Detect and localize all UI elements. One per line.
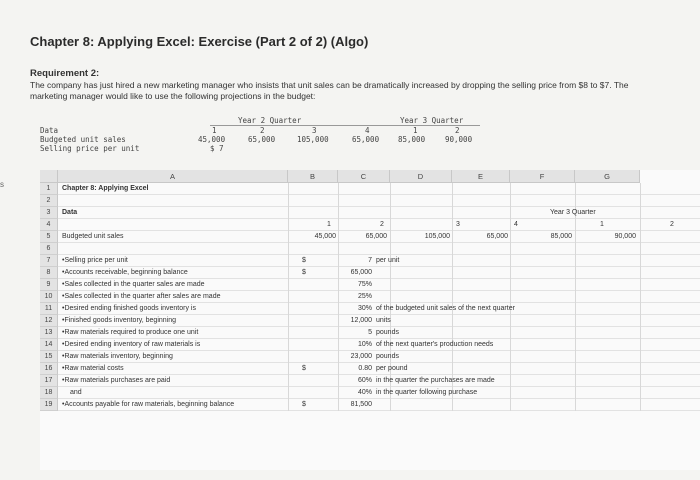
row-header-5[interactable]: 5 bbox=[40, 231, 58, 243]
budgeted-sales-cell[interactable]: 65,000 bbox=[365, 233, 387, 240]
cell-f3-year3[interactable]: Year 3 Quarter bbox=[550, 209, 596, 216]
value-cell[interactable]: 25% bbox=[357, 293, 372, 300]
grid-line bbox=[58, 254, 700, 255]
column-header-g[interactable]: G bbox=[575, 170, 640, 183]
page-title: Chapter 8: Applying Excel: Exercise (Part 2 of 2) (Algo) bbox=[30, 34, 369, 49]
row-header-4[interactable]: 4 bbox=[40, 219, 58, 231]
proj-row1-v6: 90,000 bbox=[445, 135, 473, 144]
requirement-heading: Requirement 2: bbox=[30, 68, 100, 79]
row-header-15[interactable]: 15 bbox=[40, 351, 58, 363]
quarter-number-cell[interactable]: 2 bbox=[380, 221, 384, 228]
grid-line bbox=[575, 183, 576, 411]
row-header-7[interactable]: 7 bbox=[40, 255, 58, 267]
value-cell[interactable]: 75% bbox=[357, 281, 372, 288]
proj-year3-label: Year 3 Quarter bbox=[400, 116, 464, 125]
row-label-cell[interactable]: •Raw materials purchases are paid bbox=[62, 377, 171, 384]
grid-line bbox=[58, 350, 700, 351]
grid-line bbox=[58, 338, 700, 339]
spreadsheet[interactable] bbox=[40, 170, 700, 470]
left-margin-mark: s bbox=[0, 180, 4, 189]
proj-row1-v5: 85,000 bbox=[398, 135, 426, 144]
row-label-cell[interactable]: •Selling price per unit bbox=[62, 257, 128, 264]
note-cell[interactable]: of the next quarter's production needs bbox=[376, 341, 494, 348]
row-label-cell[interactable]: •Finished goods inventory, beginning bbox=[62, 317, 177, 324]
row-header-2[interactable]: 2 bbox=[40, 195, 58, 207]
value-cell[interactable]: 40% bbox=[357, 389, 372, 396]
proj-row1-v2: 65,000 bbox=[248, 135, 276, 144]
row-header-1[interactable]: 1 bbox=[40, 183, 58, 195]
grid-line bbox=[58, 398, 700, 399]
grid-line bbox=[58, 410, 700, 411]
row-label-cell[interactable]: and bbox=[70, 389, 82, 396]
grid-line bbox=[58, 386, 700, 387]
value-cell[interactable]: 60% bbox=[357, 377, 372, 384]
grid-line bbox=[58, 206, 700, 207]
column-header-b[interactable]: B bbox=[288, 170, 338, 183]
proj-row1-v4: 65,000 bbox=[352, 135, 380, 144]
row-header-16[interactable]: 16 bbox=[40, 363, 58, 375]
row-label-cell[interactable]: •Desired ending inventory of raw materials is bbox=[62, 341, 201, 348]
note-cell[interactable]: pounds bbox=[376, 329, 399, 336]
proj-q3: 3 bbox=[312, 126, 317, 135]
row-label-cell[interactable]: •Raw material costs bbox=[62, 365, 124, 372]
grid-line bbox=[58, 302, 700, 303]
row-header-6[interactable]: 6 bbox=[40, 243, 58, 255]
note-cell[interactable]: per pound bbox=[376, 365, 408, 372]
proj-year2-label: Year 2 Quarter bbox=[238, 116, 302, 125]
cell-a5-label[interactable]: Budgeted unit sales bbox=[62, 233, 124, 240]
row-header-14[interactable]: 14 bbox=[40, 339, 58, 351]
value-cell[interactable]: 10% bbox=[357, 341, 372, 348]
row-header-19[interactable]: 19 bbox=[40, 399, 58, 411]
cell-a3-data[interactable]: Data bbox=[62, 209, 78, 216]
quarter-number-cell[interactable]: 1 bbox=[327, 221, 331, 228]
column-header-a[interactable]: A bbox=[58, 170, 288, 183]
row-header-18[interactable]: 18 bbox=[40, 387, 58, 399]
quarter-number-cell[interactable]: 3 bbox=[456, 221, 460, 228]
budgeted-sales-cell[interactable]: 105,000 bbox=[424, 233, 450, 240]
dollar-sign: $ bbox=[302, 269, 306, 276]
row-label-cell[interactable]: •Sales collected in the quarter sales are made bbox=[62, 281, 205, 288]
quarter-number-cell[interactable]: 2 bbox=[670, 221, 674, 228]
row-label-cell[interactable]: •Raw materials inventory, beginning bbox=[62, 353, 173, 360]
row-label-cell[interactable]: •Raw materials required to produce one unit bbox=[62, 329, 199, 336]
budgeted-sales-cell[interactable]: 45,000 bbox=[314, 233, 336, 240]
proj-row1-v3: 105,000 bbox=[297, 135, 329, 144]
row-label-cell[interactable]: •Accounts payable for raw materials, beginning balance bbox=[62, 401, 235, 408]
value-cell[interactable]: 0.80 bbox=[358, 365, 372, 372]
grid-line bbox=[58, 314, 700, 315]
proj-row2-value: $ 7 bbox=[210, 144, 224, 153]
dollar-sign: $ bbox=[302, 365, 306, 372]
grid-line bbox=[58, 194, 700, 195]
column-header-f[interactable]: F bbox=[510, 170, 575, 183]
quarter-number-cell[interactable]: 1 bbox=[600, 221, 604, 228]
proj-q4: 4 bbox=[365, 126, 370, 135]
dollar-sign: $ bbox=[302, 257, 306, 264]
grid-line bbox=[58, 218, 700, 219]
value-cell[interactable]: 5 bbox=[368, 329, 372, 336]
grid-line bbox=[58, 266, 700, 267]
proj-data-label: Data bbox=[40, 126, 59, 135]
proj-year3-rule bbox=[390, 125, 480, 126]
note-cell[interactable]: pounds bbox=[376, 353, 399, 360]
note-cell[interactable]: in the quarter following purchase bbox=[376, 389, 478, 396]
proj-year2-rule bbox=[210, 125, 390, 126]
row-label-cell[interactable]: •Accounts receivable, beginning balance bbox=[62, 269, 188, 276]
value-cell[interactable]: 30% bbox=[357, 305, 372, 312]
corner-cell[interactable] bbox=[40, 170, 58, 183]
value-cell[interactable]: 7 bbox=[368, 257, 372, 264]
grid-line bbox=[58, 230, 700, 231]
column-header-d[interactable]: D bbox=[390, 170, 452, 183]
row-header-12[interactable]: 12 bbox=[40, 315, 58, 327]
grid-line bbox=[58, 326, 700, 327]
row-header-3[interactable]: 3 bbox=[40, 207, 58, 219]
column-header-e[interactable]: E bbox=[452, 170, 510, 183]
value-cell[interactable]: 12,000 bbox=[350, 317, 372, 324]
grid-line bbox=[510, 183, 511, 411]
value-cell[interactable]: 65,000 bbox=[350, 269, 372, 276]
value-cell[interactable]: 23,000 bbox=[350, 353, 372, 360]
grid-line bbox=[58, 290, 700, 291]
proj-q1: 1 bbox=[212, 126, 217, 135]
budgeted-sales-cell[interactable]: 90,000 bbox=[614, 233, 636, 240]
row-label-cell[interactable]: •Desired ending finished goods inventory is bbox=[62, 305, 196, 312]
row-header-13[interactable]: 13 bbox=[40, 327, 58, 339]
grid-line bbox=[58, 362, 700, 363]
budgeted-sales-cell[interactable]: 65,000 bbox=[486, 233, 508, 240]
proj-row1-label: Budgeted unit sales bbox=[40, 135, 126, 144]
projection-table bbox=[40, 116, 480, 160]
proj-y3q1: 1 bbox=[413, 126, 418, 135]
grid-line bbox=[58, 278, 700, 279]
note-cell[interactable]: per unit bbox=[376, 257, 400, 264]
proj-row1-v1: 45,000 bbox=[198, 135, 226, 144]
grid-line bbox=[288, 183, 289, 411]
row-header-17[interactable]: 17 bbox=[40, 375, 58, 387]
proj-row2-label: Selling price per unit bbox=[40, 144, 140, 153]
row-header-8[interactable]: 8 bbox=[40, 267, 58, 279]
note-cell[interactable]: units bbox=[376, 317, 391, 324]
budgeted-sales-cell[interactable]: 85,000 bbox=[550, 233, 572, 240]
value-cell[interactable]: 81,500 bbox=[350, 401, 372, 408]
grid-line bbox=[640, 183, 641, 411]
cell-a1-title[interactable]: Chapter 8: Applying Excel bbox=[62, 185, 149, 192]
proj-q2: 2 bbox=[260, 126, 265, 135]
quarter-number-cell[interactable]: 4 bbox=[514, 221, 518, 228]
row-label-cell[interactable]: •Sales collected in the quarter after sales are made bbox=[62, 293, 221, 300]
grid-line bbox=[58, 242, 700, 243]
row-header-11[interactable]: 11 bbox=[40, 303, 58, 315]
column-header-c[interactable]: C bbox=[338, 170, 390, 183]
requirement-text: The company has just hired a new marketing manager who insists that unit sales can be dramatically increased by dropping the selling price from $8 to $7. The marketing manager would like to use the following projections in the budget: bbox=[30, 80, 629, 101]
grid-line bbox=[58, 374, 700, 375]
proj-y3q2: 2 bbox=[455, 126, 460, 135]
dollar-sign: $ bbox=[302, 401, 306, 408]
note-cell[interactable]: in the quarter the purchases are made bbox=[376, 377, 495, 384]
row-header-10[interactable]: 10 bbox=[40, 291, 58, 303]
note-cell[interactable]: of the budgeted unit sales of the next quarter bbox=[376, 305, 515, 312]
row-header-9[interactable]: 9 bbox=[40, 279, 58, 291]
